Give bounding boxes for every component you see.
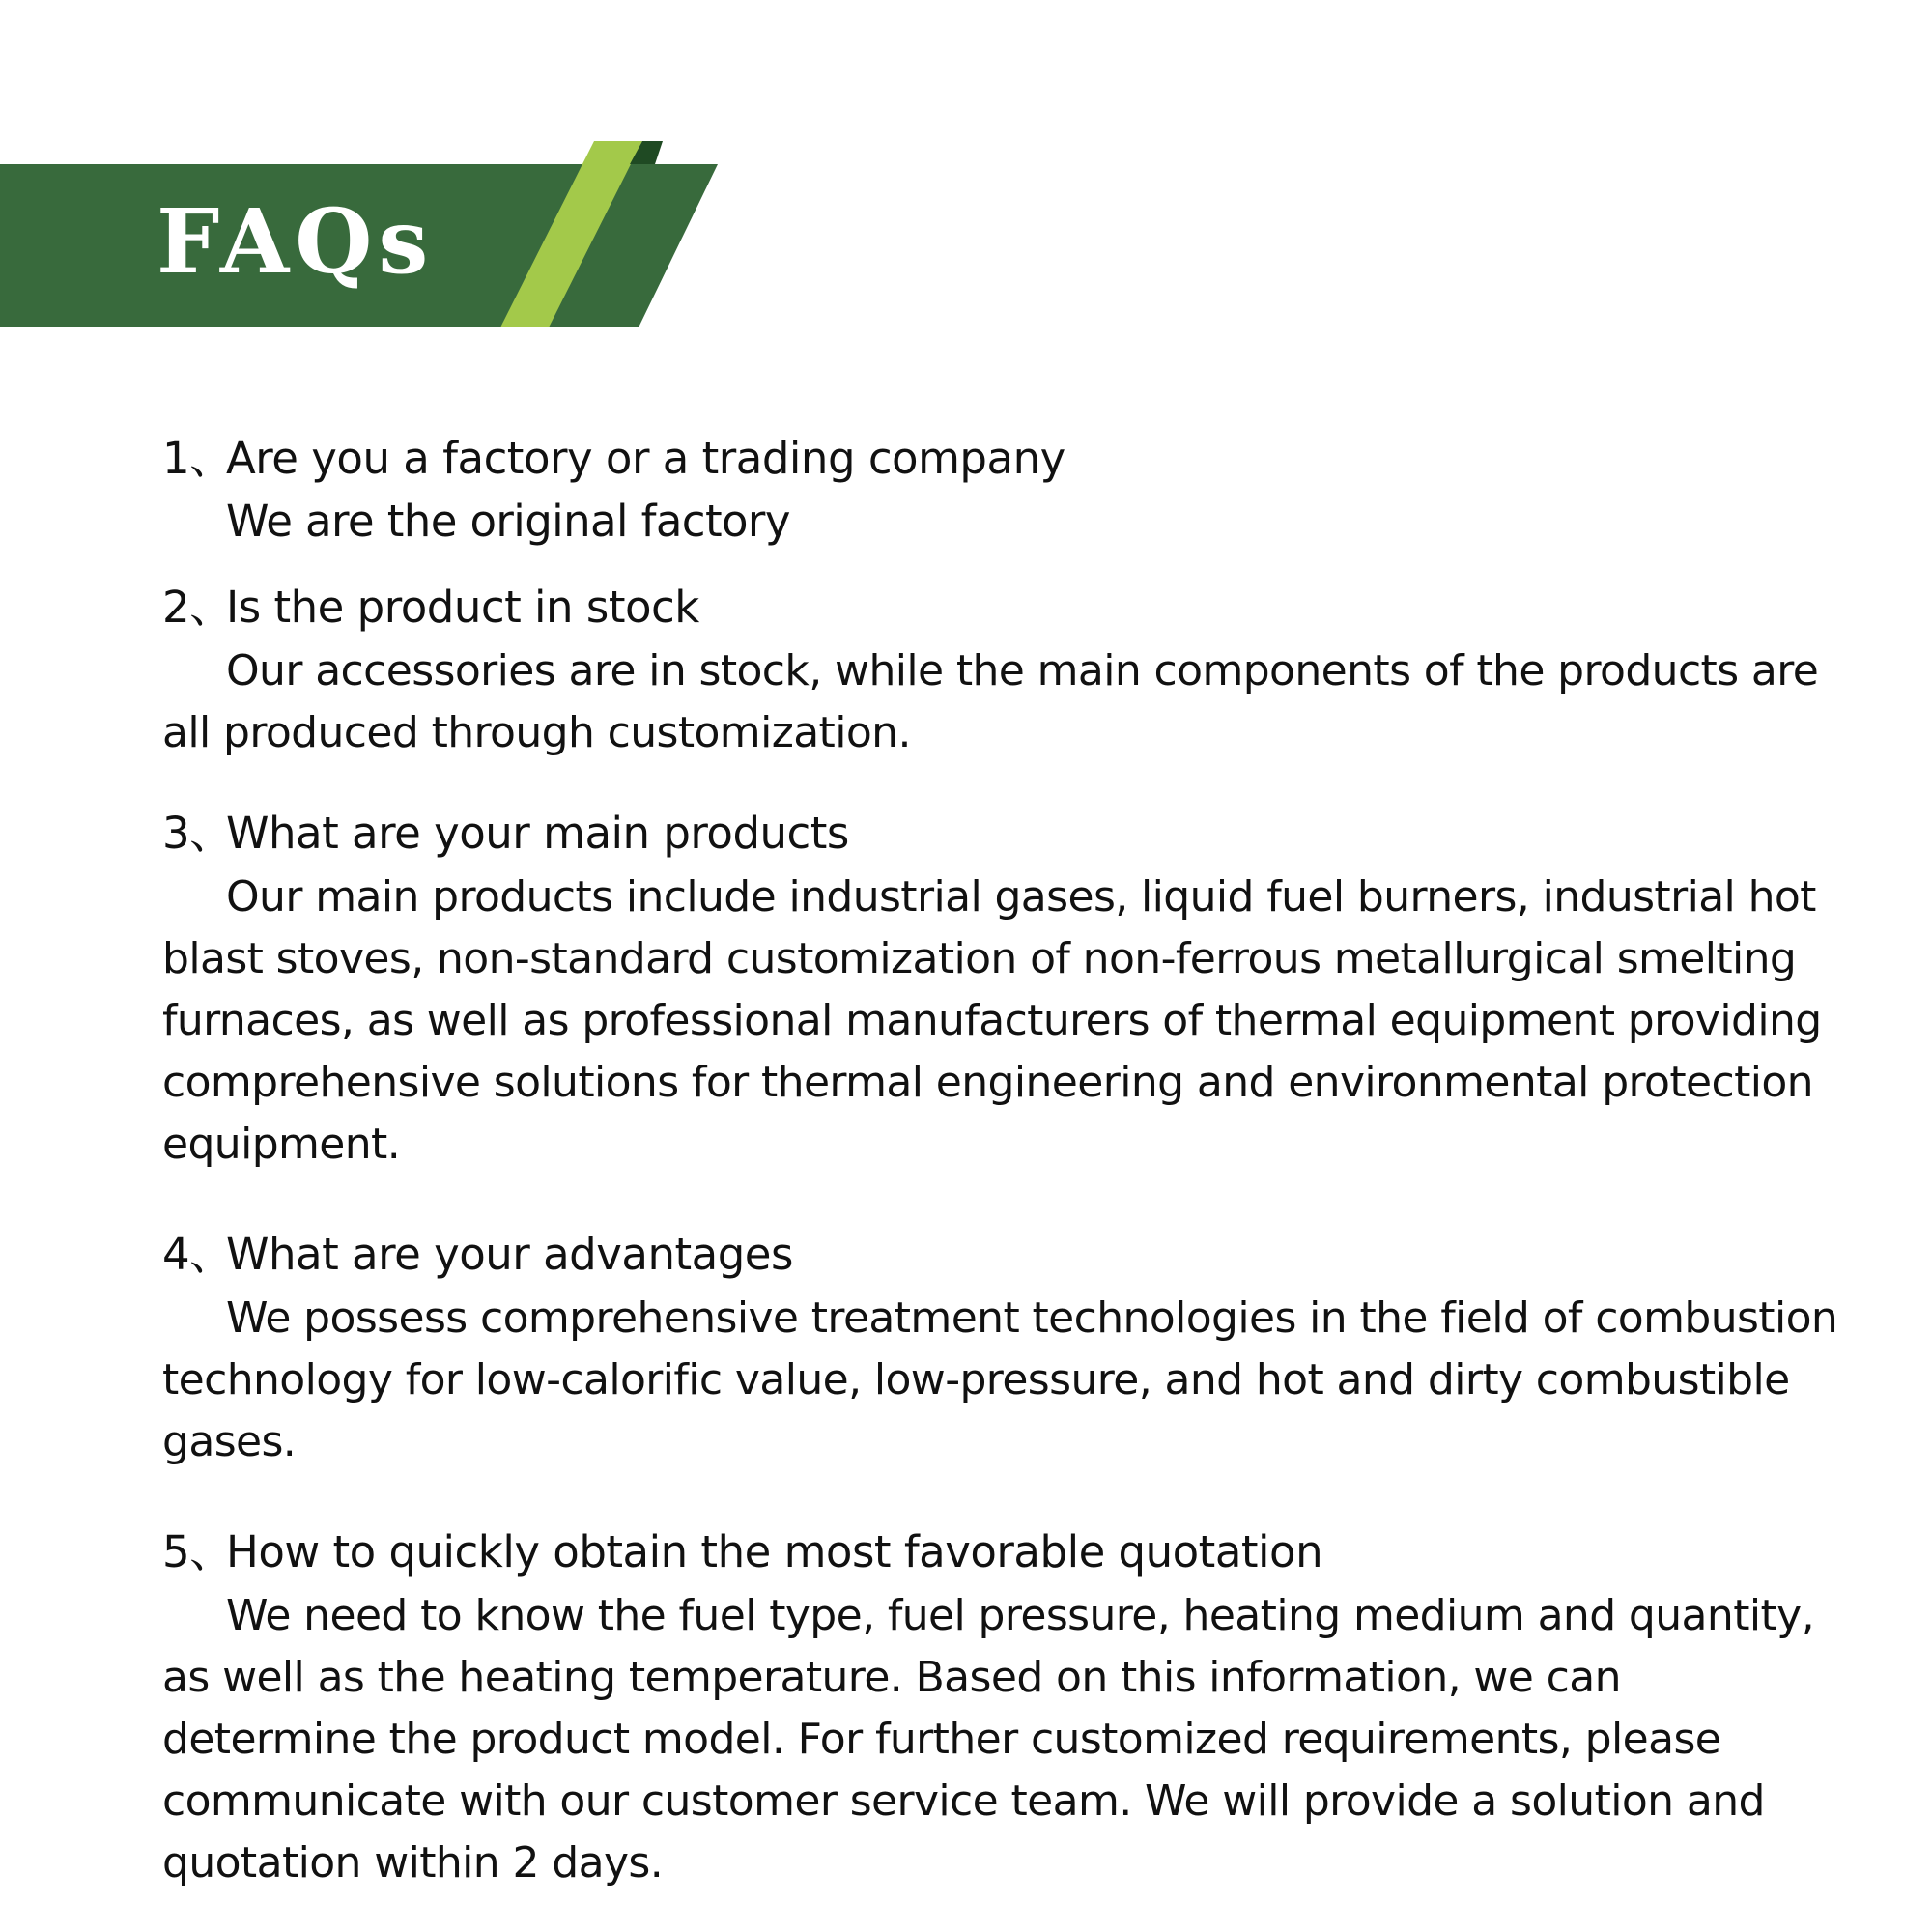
faq-number-1: 1、 bbox=[162, 433, 233, 484]
faq-number-3: 3、 bbox=[162, 808, 233, 859]
faq-banner bbox=[0, 135, 734, 338]
faq-number-2: 2、 bbox=[162, 582, 233, 633]
faq-item-1 bbox=[162, 430, 1843, 554]
faq-answer-2: Our accessories are in stock, while the main components of the products are all produced through customization. bbox=[162, 646, 1819, 757]
faq-answer-1: We are the original factory bbox=[226, 496, 790, 547]
faq-question-1 bbox=[162, 430, 1843, 488]
faq-question-5 bbox=[162, 1523, 1843, 1581]
faq-question-2 bbox=[162, 579, 1843, 637]
faq-list bbox=[162, 430, 1843, 1894]
faq-item-2 bbox=[162, 579, 1843, 764]
faq-number-5: 5、 bbox=[162, 1526, 233, 1577]
faq-question-text-2: Is the product in stock bbox=[226, 582, 699, 633]
faq-question-text-1: Are you a factory or a trading company bbox=[226, 433, 1065, 484]
faq-answer-3: Our main products include industrial gases, liquid fuel burners, industrial hot blast stoves, non-standard customization of non-ferrous metallurgical smelting furnaces, as well as professional manufacturers of thermal equipment providing comprehensive solutions for thermal engineering and environmental protection equipment. bbox=[162, 872, 1822, 1169]
faq-answer-5: We need to know the fuel type, fuel pressure, heating medium and quantity, as well as the heating temperature. Based on this information, we can determine the product model. For further customized requirements, please communicate with our customer service team. We will provide a solution and quotation within 2 days. bbox=[162, 1591, 1814, 1888]
faq-question-3 bbox=[162, 805, 1843, 863]
faq-item-3 bbox=[162, 805, 1843, 1176]
faq-question-4 bbox=[162, 1226, 1843, 1284]
faq-answer-4: We possess comprehensive treatment technologies in the field of combustion technology for low-calorific value, low-pressure, and hot and dirty combustible gases. bbox=[162, 1293, 1838, 1466]
faq-item-4 bbox=[162, 1226, 1843, 1473]
faq-number-4: 4、 bbox=[162, 1229, 233, 1280]
page-title: FAQs bbox=[156, 189, 435, 294]
faq-question-text-5: How to quickly obtain the most favorable quotation bbox=[226, 1526, 1323, 1577]
faq-question-text-3: What are your main products bbox=[226, 808, 849, 859]
faq-question-text-4: What are your advantages bbox=[226, 1229, 793, 1280]
faq-item-5 bbox=[162, 1523, 1843, 1894]
